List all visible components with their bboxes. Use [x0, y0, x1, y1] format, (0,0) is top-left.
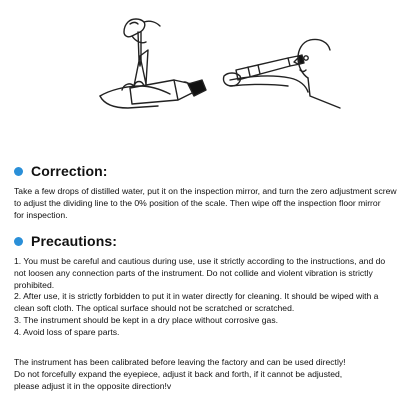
notice-text: [14, 357, 406, 392]
text-line: not loosen any connection parts of the instrument. Do not collide and violent vibration is strictly: [14, 267, 373, 278]
bullet-icon: [14, 237, 23, 246]
text-line: The instrument has been calibrated before leaving the factory and can be used directly!: [14, 357, 346, 367]
text-line: for inspection.: [14, 209, 68, 220]
text-line: Do not forcefully expand the eyepiece, adjust it back and forth, if it cannot be adjusted,: [14, 368, 343, 379]
precautions-heading: [14, 233, 117, 249]
text-line: please adjust it in the opposite direction!v: [14, 380, 172, 391]
text-line: 2. After use, it is strictly forbidden to put it in water directly for cleaning. It should be wiped with a: [14, 291, 379, 302]
text-line: 1. You must be careful and cautious during use, use it strictly according to the instructions, and do: [14, 256, 386, 266]
text-line: clean soft cloth. The optical surface should not be scratched or scratched.: [14, 303, 295, 314]
viewing-illustration: [210, 0, 350, 140]
text-line: Take a few drops of distilled water, put it on the inspection mirror, and turn the zero adjustment screw: [14, 186, 397, 196]
correction-text: [14, 186, 406, 221]
dropper-illustration: [70, 0, 210, 140]
text-line: 3. The instrument should be kept in a dry place without corrosive gas.: [14, 314, 279, 325]
correction-heading: [14, 163, 108, 179]
bullet-icon: [14, 167, 23, 176]
precautions-text: [14, 256, 406, 339]
text-line: prohibited.: [14, 279, 55, 290]
precautions-title: Precautions:: [31, 233, 117, 249]
text-line: 4. Avoid loss of spare parts.: [14, 326, 120, 337]
correction-title: Correction:: [31, 163, 108, 179]
illustrations: [0, 0, 416, 150]
text-line: to adjust the dividing line to the 0% position of the scale. Then wipe off the inspection floor mirror: [14, 197, 381, 208]
